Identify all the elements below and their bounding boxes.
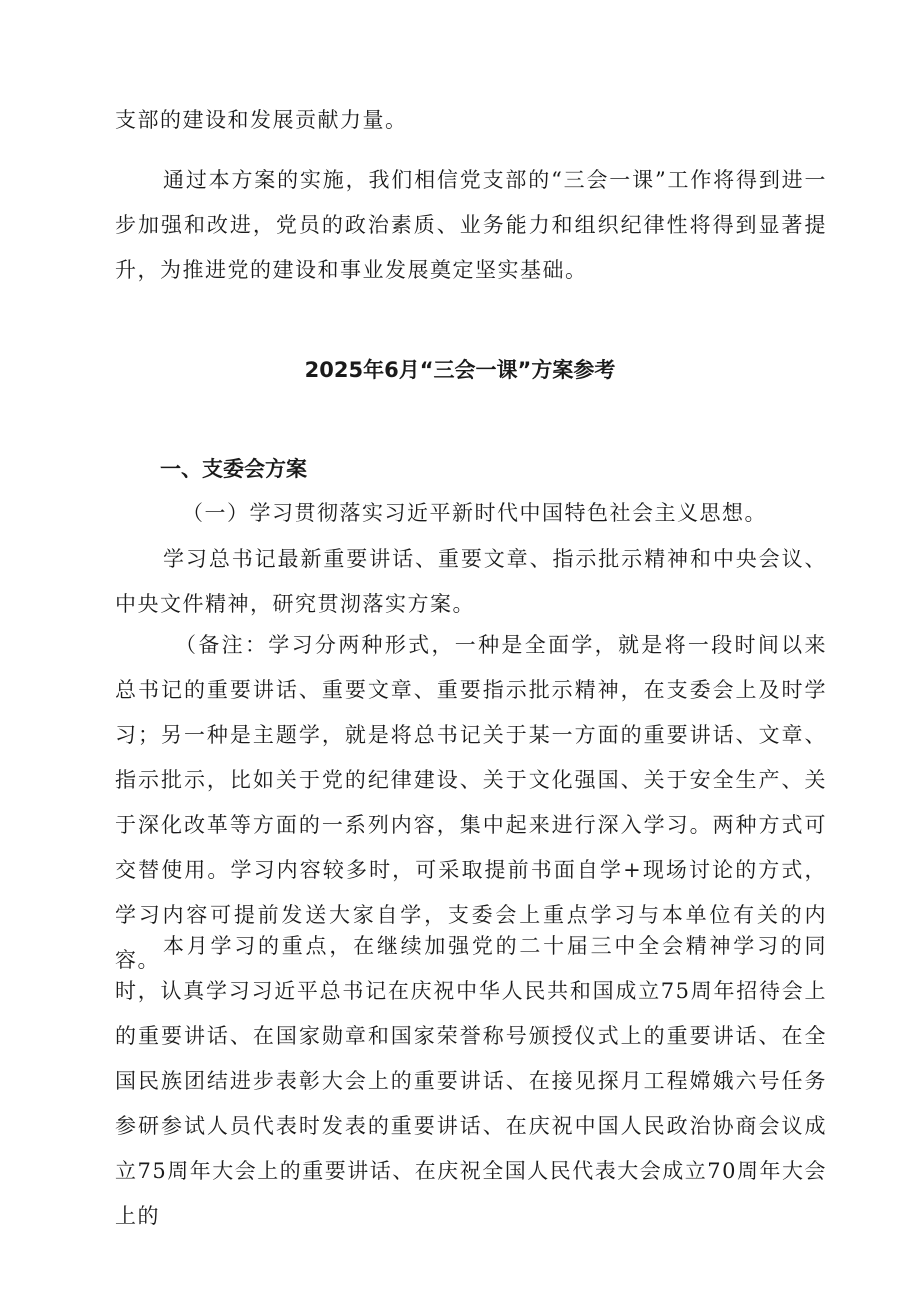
paragraph-note: （备注：学习分两种形式，一种是全面学，就是将一段时间以来总书记的重要讲话、重要文章、重要指示批示精神，在支委会上及时学习；另一种是主题学，就是将总书记关于某一方面的重要讲话、文章、指示批示，比如关于党的纪律建设、关于文化强国、关于安全生产、关于深化改革等方面的一系列内容，集中起来进行深入学习。两种方式可交替使用。学习内容较多时，可采取提前书面自学+现场讨论的方式，学习内容可提前发送大家自学，支委会上重点学习与本单位有关的内容。 bbox=[115, 633, 827, 972]
paragraph-monthly-focus: 本月学习的重点，在继续加强党的二十届三中全会精神学习的同时，认真学习习近平总书记在庆祝中华人民共和国成立75周年招待会上的重要讲话、在国家勋章和国家荣誉称号颁授仪式上的重要讲话、在全国民族团结进步表彰大会上的重要讲话、在接见探月工程嫦娥六号任务参研参试人员代表时发表的重要讲话、在庆祝中国人民政治协商会议成立75周年大会上的重要讲话、在庆祝全国人民代表大会成立70周年大会上的 bbox=[115, 934, 827, 1228]
document-title: 2025年6月“三会一课”方案参考 bbox=[304, 358, 616, 382]
paragraph-study-content: 学习总书记最新重要讲话、重要文章、指示批示精神和中央会议、中央文件精神，研究贯沏落实方案。 bbox=[115, 547, 827, 616]
paragraph-conclusion: 通过本方案的实施，我们相信党支部的“三会一课”工作将得到进一步加强和改进，党员的政治素质、业务能力和组织纪律性将得到显著提升，为推进党的建设和事业发展奠定坚实基础。 bbox=[115, 168, 827, 282]
paragraph-continued: 支部的建设和发展贡献力量。 bbox=[115, 108, 408, 132]
section-heading-branch-committee: 一、支委会方案 bbox=[160, 457, 307, 481]
subsection-heading-study: （一）学习贯彻落实习近平新时代中国特色社会主义思想。 bbox=[182, 501, 767, 525]
